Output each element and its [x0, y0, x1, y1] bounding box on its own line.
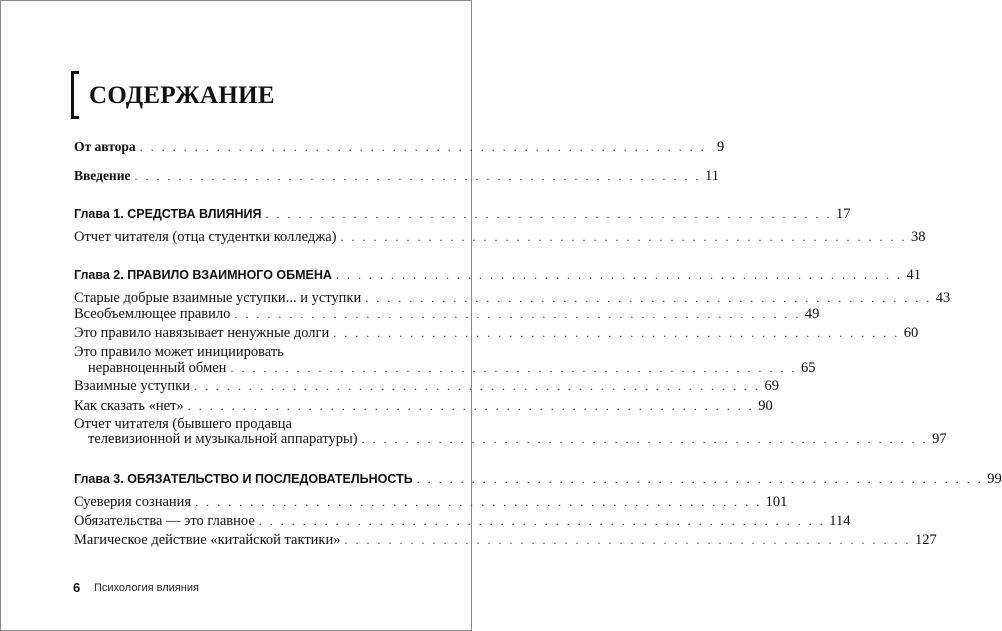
page-number: 6 — [73, 580, 81, 595]
toc-entry-page: 9 — [716, 139, 725, 155]
toc-entry[interactable] — [74, 378, 779, 395]
toc-entry-page: 11 — [705, 168, 719, 184]
toc-entry-title: Магическое действие «китайской тактики» — [74, 532, 341, 548]
toc-entry[interactable] — [74, 168, 719, 185]
toc-entry-page: 127 — [914, 532, 937, 548]
leader-dots: . . . . . . . . . . . . . . . . . . . . . . . . . . . . . . . . . . . . . . . . . . . . . . . . . . . . — [193, 379, 761, 393]
toc-entry-title: Это правило навязывает ненужные долги — [74, 325, 330, 341]
toc-entry[interactable] — [74, 360, 816, 377]
toc-entry[interactable] — [74, 139, 725, 156]
toc-entry-title-line1: Это правило может инициировать — [74, 344, 284, 360]
toc-entry-title: Старые добрые взаимные уступки... и уступки — [74, 290, 362, 306]
toc-entry[interactable] — [74, 513, 851, 530]
leader-dots: . . . . . . . . . . . . . . . . . . . . . . . . . . . . . . . . . . . . . . . . . . . . . . . . . . . . — [365, 291, 932, 305]
leader-dots: . . . . . . . . . . . . . . . . . . . . . . . . . . . . . . . . . . . . . . . . . . . . . . . . . . . . — [195, 495, 762, 509]
leader-dots: . . . . . . . . . . . . . . . . . . . . . . . . . . . . . . . . . . . . . . . . . . . . . . . . . . . . — [139, 140, 707, 154]
leader-dots: . . . . . . . . . . . . . . . . . . . . . . . . . . . . . . . . . . . . . . . . . . . . . . . . . . . . — [361, 432, 929, 446]
toc-entry[interactable] — [74, 431, 947, 448]
toc-entry-title: Всеобъемлющее правило — [74, 306, 231, 322]
toc-chapter-entry[interactable] — [74, 206, 851, 223]
toc-entry-page: 97 — [932, 431, 947, 447]
toc-entry[interactable] — [74, 325, 919, 342]
running-footer-title: Психология влияния — [94, 582, 199, 594]
toc-entry-page: 38 — [910, 229, 926, 245]
toc-entry-title: Как сказать «нет» — [74, 398, 184, 414]
toc-entry-page: 60 — [903, 325, 919, 341]
toc-entry-page: 49 — [804, 306, 820, 322]
toc-entry-page: 69 — [764, 378, 779, 394]
toc-entry-page: 17 — [836, 206, 851, 222]
toc-chapter-entry[interactable] — [74, 267, 921, 284]
toc-entry-title: Глава 2. ПРАВИЛО ВЗАИМНОГО ОБМЕНА — [74, 268, 332, 282]
toc-entry-title: телевизионной и музыкальной аппаратуры) — [88, 431, 358, 447]
toc-entry-page: 114 — [829, 513, 851, 529]
toc-entry-title: Обязательства — это главное — [74, 513, 255, 529]
leader-dots: . . . . . . . . . . . . . . . . . . . . . . . . . . . . . . . . . . . . . . . . . . . . . . . . . . . . — [344, 533, 911, 547]
leader-dots: . . . . . . . . . . . . . . . . . . . . . . . . . . . . . . . . . . . . . . . . . . . . . . . . . . . . — [333, 326, 900, 340]
toc-entry-title: Отчет читателя (отца студентки колледжа) — [74, 229, 337, 245]
page-title: СОДЕРЖАНИЕ — [89, 82, 275, 109]
leader-dots: . . . . . . . . . . . . . . . . . . . . . . . . . . . . . . . . . . . . . . . . . . . . . . . . . . . . — [230, 361, 797, 375]
toc-entry-title: Введение — [74, 168, 131, 183]
toc-entry-page: 101 — [765, 494, 788, 510]
toc-entry[interactable] — [74, 532, 937, 549]
toc-entry-page: 90 — [758, 398, 773, 414]
toc-entry-page: 65 — [800, 360, 816, 376]
leader-dots: . . . . . . . . . . . . . . . . . . . . . . . . . . . . . . . . . . . . . . . . . . . . . . . . . . . . — [258, 514, 826, 528]
toc-entry[interactable] — [74, 398, 773, 415]
toc-entry-title: Суеверия сознания — [74, 494, 192, 510]
toc-entry[interactable] — [74, 229, 926, 246]
leader-dots: . . . . . . . . . . . . . . . . . . . . . . . . . . . . . . . . . . . . . . . . . . . . . . . . . . . . — [234, 307, 801, 321]
toc-entry[interactable] — [74, 494, 788, 511]
leader-dots: . . . . . . . . . . . . . . . . . . . . . . . . . . . . . . . . . . . . . . . . . . . . . . . . . . . . — [134, 169, 701, 183]
toc-entry-page: 41 — [906, 267, 921, 283]
toc-entry-page: 43 — [935, 290, 951, 306]
toc-entry-title: неравноценный обмен — [88, 360, 227, 376]
toc-chapter-entry[interactable] — [74, 471, 1002, 488]
leader-dots: . . . . . . . . . . . . . . . . . . . . . . . . . . . . . . . . . . . . . . . . . . . . . . . . . . . . — [187, 399, 755, 413]
toc-entry[interactable] — [74, 306, 820, 323]
leader-dots: . . . . . . . . . . . . . . . . . . . . . . . . . . . . . . . . . . . . . . . . . . . . . . . . . . . . — [340, 230, 907, 244]
toc-entry[interactable] — [74, 290, 951, 307]
toc-entry-title: От автора — [74, 139, 136, 154]
toc-entry-title-line1: Отчет читателя (бывшего продавца — [74, 416, 292, 432]
leader-dots: . . . . . . . . . . . . . . . . . . . . . . . . . . . . . . . . . . . . . . . . . . . . . . . . . . . . — [265, 207, 833, 221]
leader-dots: . . . . . . . . . . . . . . . . . . . . . . . . . . . . . . . . . . . . . . . . . . . . . . . . . . . . — [416, 472, 984, 486]
title-bracket — [71, 71, 79, 119]
toc-entry-title: Глава 3. ОБЯЗАТЕЛЬСТВО И ПОСЛЕДОВАТЕЛЬНОСТЬ — [74, 472, 413, 486]
toc-entry-title: Глава 1. СРЕДСТВА ВЛИЯНИЯ — [74, 207, 262, 221]
leader-dots: . . . . . . . . . . . . . . . . . . . . . . . . . . . . . . . . . . . . . . . . . . . . . . . . . . . . — [335, 268, 903, 282]
toc-entry-title: Взаимные уступки — [74, 378, 190, 394]
toc-entry-page: 99 — [987, 471, 1002, 487]
